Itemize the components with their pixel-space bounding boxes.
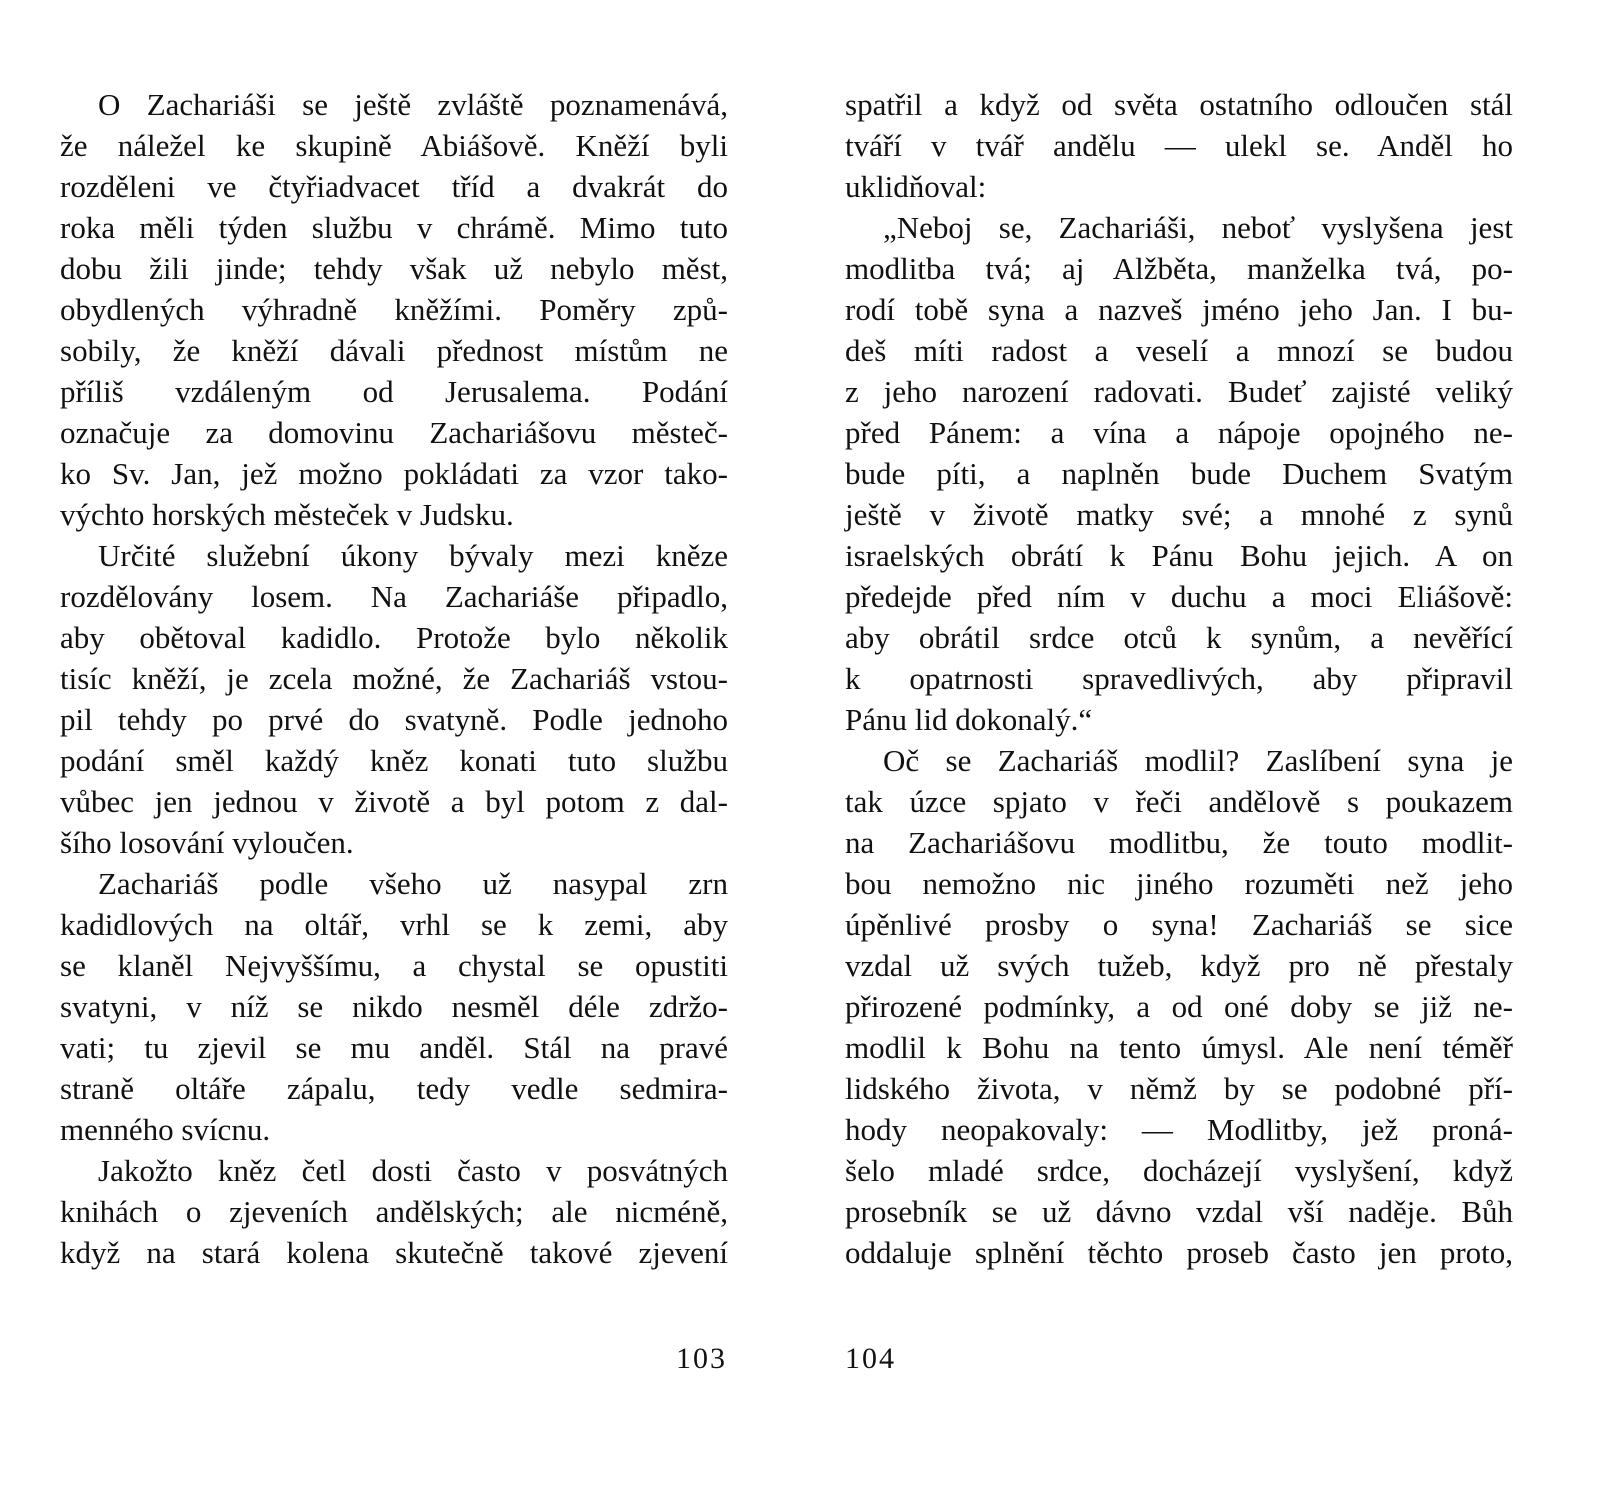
text-line: k opatrnosti spravedlivých, aby připravil [845, 661, 1513, 696]
text-line: bude píti, a naplněn bude Duchem Svatým [845, 456, 1513, 491]
text-line: deš míti radost a veselí a mnozí se budou [845, 333, 1513, 368]
text-line: dobu žili jinde; tehdy však už nebylo měst, [60, 251, 728, 286]
text-line: označuje za domovinu Zachariášovu městeč- [60, 415, 728, 450]
text-line: „Neboj se, Zachariáši, neboť vyslyšena jest [883, 210, 1513, 245]
text-line: vzdal už svých tužeb, když pro ně přestaly [845, 948, 1513, 983]
text-line: uklidňoval: [845, 169, 987, 204]
text-line: rozdělovány losem. Na Zachariáše připadlo, [60, 579, 728, 614]
text-line: obydlených výhradně kněžími. Poměry způ- [60, 292, 728, 327]
text-line: modlil k Bohu na tento úmysl. Ale není téměř [845, 1030, 1513, 1065]
text-line: oddaluje splnění těchto proseb často jen proto, [845, 1235, 1513, 1270]
text-line: aby obětoval kadidlo. Protože bylo několik [60, 620, 728, 655]
text-line: israelských obrátí k Pánu Bohu jejich. A on [845, 538, 1513, 573]
text-line: se klaněl Nejvyššímu, a chystal se opustiti [60, 948, 728, 983]
text-line: rozděleni ve čtyřiadvacet tříd a dvakrát do [60, 169, 728, 204]
text-line: menného svícnu. [60, 1112, 271, 1147]
text-line: modlitba tvá; aj Alžběta, manželka tvá, po- [845, 251, 1513, 286]
text-line: úpěnlivé prosby o syna! Zachariáš se sice [845, 907, 1513, 942]
text-line: rodí tobě syna a nazveš jméno jeho Jan. I bu- [845, 292, 1513, 327]
text-line: když na stará kolena skutečně takové zjevení [60, 1235, 728, 1270]
text-line: svatyni, v níž se nikdo nesměl déle zdržo- [60, 989, 728, 1024]
text-line: že náležel ke skupině Abiášově. Kněží byli [60, 128, 728, 163]
text-line: tisíc kněží, je zcela možné, že Zachariáš vstou- [60, 661, 728, 696]
text-line: tak úzce spjato v řeči andělově s poukazem [845, 784, 1513, 819]
text-line: Zachariáš podle všeho už nasypal zrn [98, 866, 728, 901]
text-line: ko Sv. Jan, jež možno pokládati za vzor tako- [60, 456, 728, 491]
text-line: Určité služební úkony bývaly mezi kněze [98, 538, 728, 573]
text-line: příliš vzdáleným od Jerusalema. Podání [60, 374, 728, 409]
text-line: lidského života, v němž by se podobné pří- [845, 1071, 1513, 1106]
text-line: bou nemožno nic jiného rozuměti než jeho [845, 866, 1513, 901]
left-page-text [60, 84, 728, 1273]
text-line: hody neopakovaly: — Modlitby, jež proná- [845, 1112, 1513, 1147]
text-line: z jeho narození radovati. Budeť zajisté veliký [845, 374, 1513, 409]
text-line: předejde před ním v duchu a moci Eliášově: [845, 579, 1513, 614]
text-line: prosebník se už dávno vzdal vší naděje. Bůh [845, 1194, 1513, 1229]
text-line: knihách o zjeveních andělských; ale nicméně, [60, 1194, 728, 1229]
text-line: roka měli týden službu v chrámě. Mimo tuto [60, 210, 728, 245]
text-line: pil tehdy po prvé do svatyně. Podle jednoho [60, 702, 728, 737]
text-line: ještě v životě matky své; a mnohé z synů [845, 497, 1513, 532]
text-line: Jakožto kněz četl dosti často v posvátných [98, 1153, 728, 1188]
text-line: vůbec jen jednou v životě a byl potom z dal- [60, 784, 728, 819]
text-line: před Pánem: a vína a nápoje opojného ne- [845, 415, 1513, 450]
text-line: Pánu lid dokonalý.“ [845, 702, 1093, 737]
text-line: spatřil a když od světa ostatního odloučen stál [845, 87, 1513, 122]
text-line: podání směl každý kněz konati tuto službu [60, 743, 728, 778]
text-line: tváří v tvář andělu — ulekl se. Anděl ho [845, 128, 1513, 163]
text-line: O Zachariáši se ještě zvláště poznamenává, [98, 87, 728, 122]
text-line: aby obrátil srdce otců k synům, a nevěřící [845, 620, 1513, 655]
right-page-text [845, 84, 1513, 1273]
text-line: přirozené podmínky, a od oné doby se již ne- [845, 989, 1513, 1024]
page-number-left: 103 [676, 1342, 727, 1375]
page-number-right: 104 [845, 1342, 896, 1375]
text-line: straně oltáře zápalu, tedy vedle sedmira- [60, 1071, 728, 1106]
text-line: sobily, že kněží dávali přednost místům ne [60, 333, 728, 368]
text-line: na Zachariášovu modlitbu, že touto modlit- [845, 825, 1513, 860]
text-line: kadidlových na oltář, vrhl se k zemi, aby [60, 907, 728, 942]
text-line: vati; tu zjevil se mu anděl. Stál na pravé [60, 1030, 728, 1065]
text-line: šelo mladé srdce, docházejí vyslyšení, když [845, 1153, 1513, 1188]
text-line: výchto horských městeček v Judsku. [60, 497, 514, 532]
text-line: Oč se Zachariáš modlil? Zaslíbení syna je [883, 743, 1513, 778]
text-line: šího losování vyloučen. [60, 825, 354, 860]
